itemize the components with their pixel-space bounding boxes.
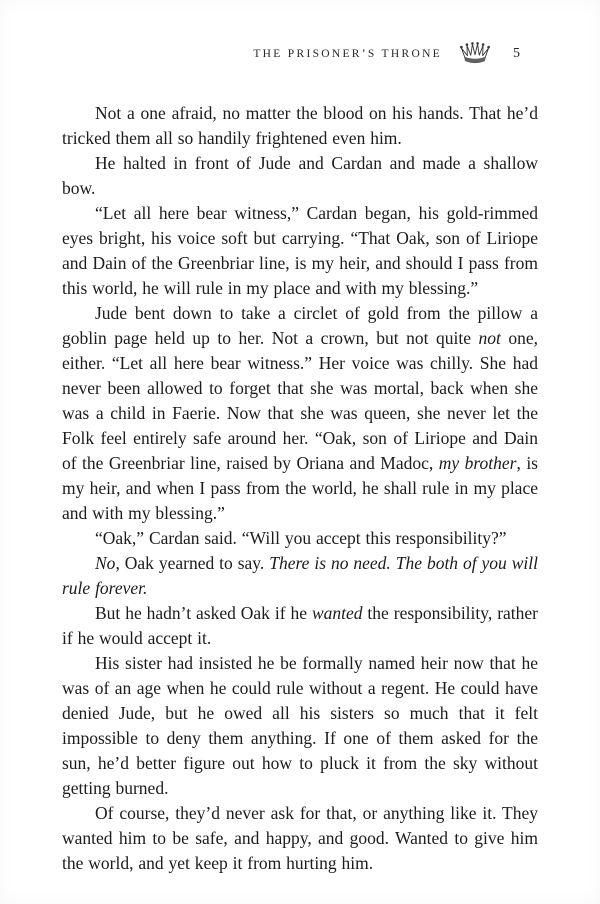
paragraph: [62, 601, 538, 651]
paragraph: [62, 551, 538, 601]
paragraph: [62, 151, 538, 201]
text-run: , is my heir, and when I pass from the world, he shall rule in my place and with my blessing.”: [62, 453, 538, 523]
paragraph: [62, 651, 538, 801]
book-body: [62, 101, 538, 876]
text-run: His sister had insisted he be formally named heir now that he was of an age when he could rule without a regent. He could have denied Jude, but he owed all his sisters so much that it felt impossible to deny them anything. If one of them asked for the sun, he’d better figure out how to pluck it from the sky without getting burned.: [62, 653, 538, 798]
text-run: “Let all here bear witness,” Cardan began, his gold-rimmed eyes bright, his voice soft but carrying. “That Oak, son of Liriope and Dain of the Greenbriar line, is my heir, and should I pass from this world, he will rule in my place and with my blessing.”: [62, 203, 538, 298]
paragraph: [62, 526, 538, 551]
italic-text-run: not: [478, 328, 501, 348]
paragraph: [62, 301, 538, 526]
text-run: “Oak,” Cardan said. “Will you accept this responsibility?”: [95, 528, 507, 548]
italic-text-run: There is no need. The both of you will rule forever.: [62, 553, 539, 598]
page-number: 5: [513, 45, 520, 61]
italic-text-run: my brother: [438, 453, 517, 473]
text-run: But he hadn’t asked Oak if he: [95, 603, 312, 623]
chapter-header-title: THE PRISONER’S THRONE: [253, 47, 442, 60]
paragraph: [62, 101, 538, 151]
text-run: Jude bent down to take a circlet of gold from the pillow a goblin page held up to her. Not a crown, but not quite: [62, 303, 538, 348]
paragraph: [62, 201, 538, 301]
italic-text-run: wanted: [311, 603, 363, 623]
paragraph: [62, 801, 538, 876]
text-run: one, either. “Let all here bear witness.” Her voice was chilly. She had never been allowed to forget that she was mortal, back when she was a child in Faerie. Now that she was queen, she never let the Folk feel entirely safe around her. “Oak, son of Liriope and Dain of the Greenbriar line, raised by Oriana and Madoc,: [62, 328, 538, 473]
italic-text-run: No: [95, 553, 116, 573]
text-run: the responsibility, rather if he would accept it.: [62, 603, 538, 648]
running-header: [0, 42, 520, 65]
text-run: Of course, they’d never ask for that, or anything like it. They wanted him to be safe, and happy, and good. Wanted to give him the world, and yet keep it from hurting him.: [62, 803, 538, 873]
text-run: He halted in front of Jude and Cardan and made a shallow bow.: [62, 153, 538, 198]
text-run: Not a one afraid, no matter the blood on his hands. That he’d tricked them all so handily frightened even him.: [62, 103, 538, 148]
text-run: , Oak yearned to say.: [115, 553, 270, 573]
crown-icon: [458, 42, 492, 65]
